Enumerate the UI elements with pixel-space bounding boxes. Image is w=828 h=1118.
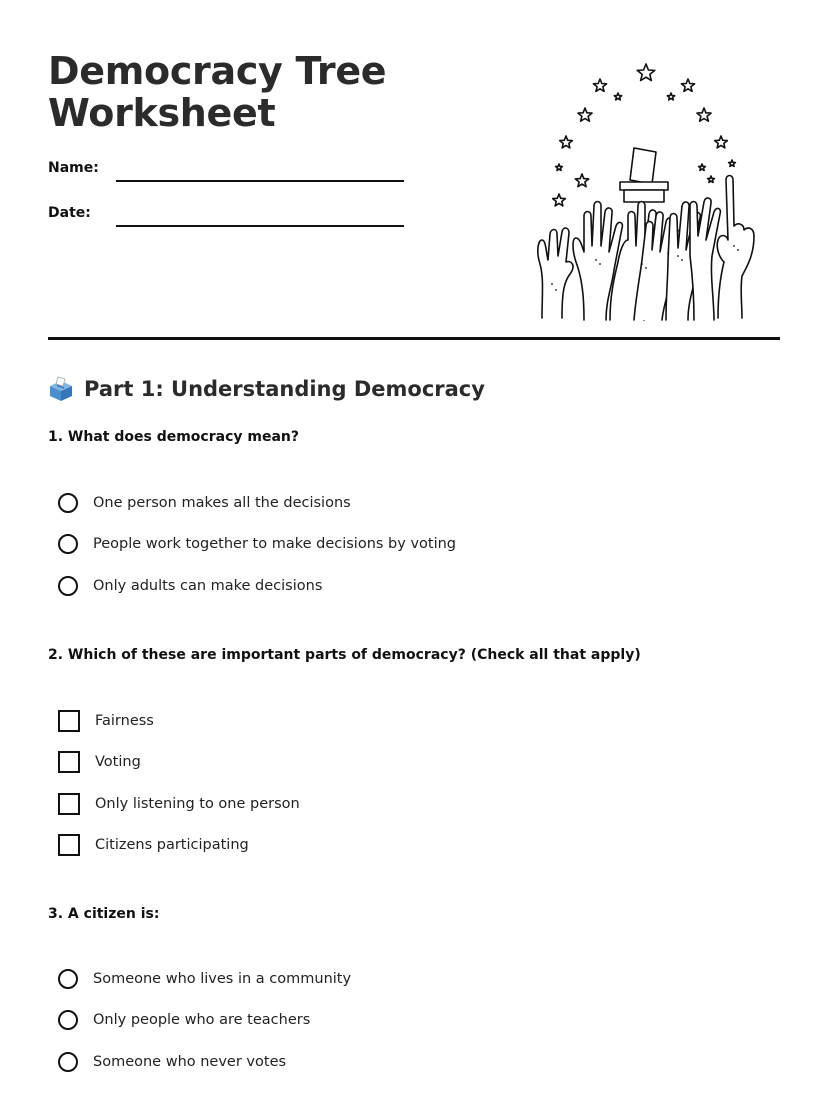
raised-hands-voting-icon: [528, 56, 764, 322]
ballot-box-illustration: [620, 148, 668, 202]
radio-button[interactable]: [58, 1052, 78, 1072]
q2-option-2[interactable]: [58, 750, 141, 774]
option-label: Someone who never votes: [93, 1054, 287, 1070]
question-3: 3. A citizen is:: [48, 906, 160, 922]
checkbox[interactable]: [58, 834, 80, 856]
option-label: Voting: [95, 754, 141, 770]
radio-button[interactable]: [58, 576, 78, 596]
name-field-line[interactable]: [116, 180, 404, 182]
option-label: Someone who lives in a community: [93, 971, 352, 987]
checkbox[interactable]: [58, 793, 80, 815]
q2-option-4[interactable]: [58, 833, 249, 857]
checkbox[interactable]: [58, 710, 80, 732]
q1-option-2[interactable]: [58, 532, 456, 556]
part1-title: Part 1: Understanding Democracy: [84, 377, 485, 401]
q1-option-3[interactable]: [58, 574, 322, 598]
radio-button[interactable]: [58, 493, 78, 513]
option-label: Citizens participating: [95, 837, 249, 853]
part1-heading: [48, 374, 485, 404]
radio-button[interactable]: [58, 534, 78, 554]
radio-button[interactable]: [58, 969, 78, 989]
option-label: Only listening to one person: [95, 796, 300, 812]
question-1: 1. What does democracy mean?: [48, 429, 299, 445]
date-label: Date:: [48, 205, 91, 221]
radio-button[interactable]: [58, 1010, 78, 1030]
worksheet-title: [48, 50, 386, 134]
option-label: Only adults can make decisions: [93, 578, 323, 594]
section-divider: [48, 337, 780, 340]
q1-option-1[interactable]: [58, 491, 351, 515]
q2-option-3[interactable]: [58, 792, 300, 816]
title-line-2: Worksheet: [48, 91, 276, 135]
option-label: Fairness: [95, 713, 154, 729]
q3-option-3[interactable]: [58, 1050, 286, 1074]
name-label: Name:: [48, 160, 99, 176]
checkbox[interactable]: [58, 751, 80, 773]
ballot-box-icon: [48, 376, 74, 402]
option-label: People work together to make decisions by voting: [93, 536, 457, 552]
option-label: Only people who are teachers: [93, 1012, 311, 1028]
question-2: 2. Which of these are important parts of democracy? (Check all that apply): [48, 647, 641, 663]
q3-option-1[interactable]: [58, 967, 351, 991]
q3-option-2[interactable]: [58, 1008, 310, 1032]
date-field-line[interactable]: [116, 225, 404, 227]
title-line-1: Democracy Tree: [48, 49, 387, 93]
option-label: One person makes all the decisions: [93, 495, 351, 511]
q2-option-1[interactable]: [58, 709, 154, 733]
